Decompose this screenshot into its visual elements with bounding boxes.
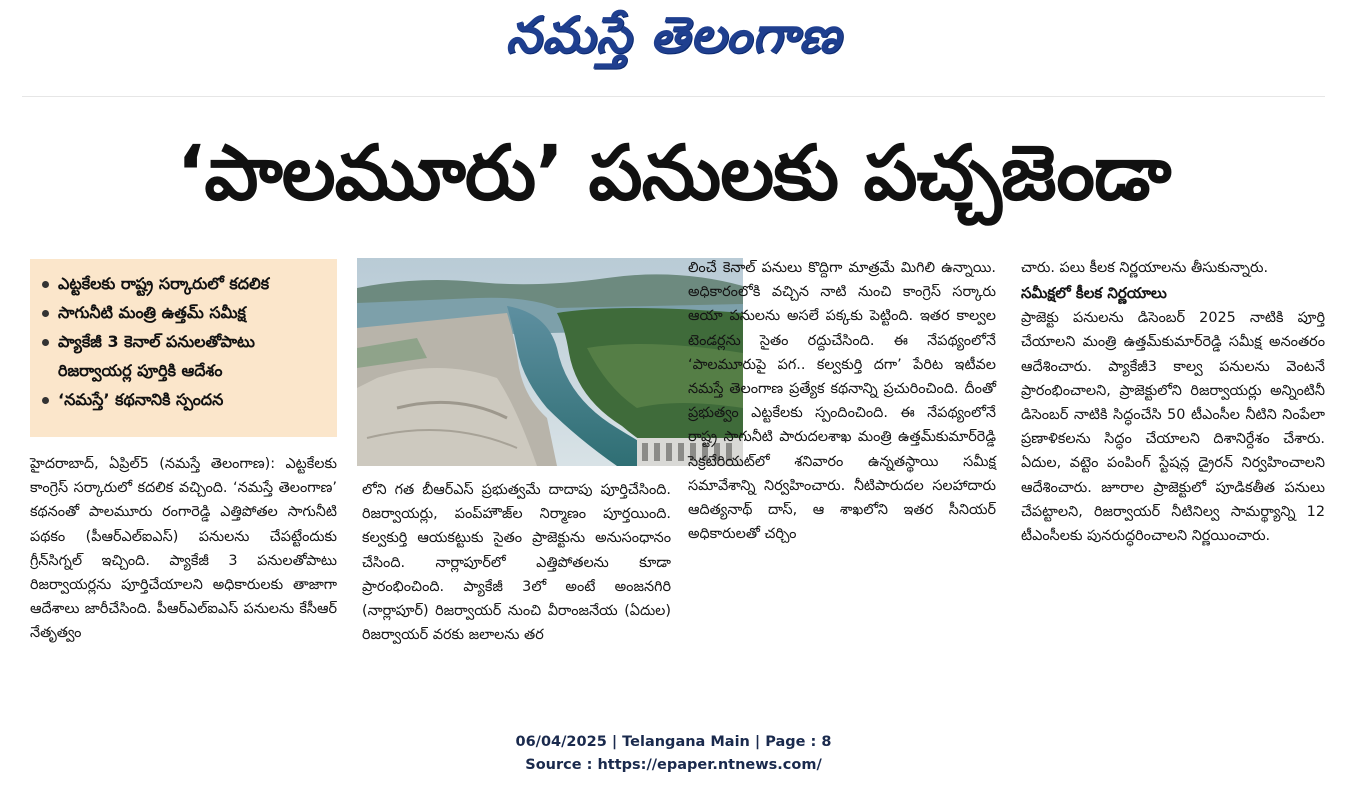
bullet-icon (42, 339, 49, 346)
highlight-item: ఎట్టకేలకు రాష్ట్ర సర్కారులో కదలిక (40, 269, 329, 298)
article-column-3 (688, 256, 996, 546)
article-paragraph: చారు. పలు కీలక నిర్ణయాలను తీసుకున్నారు. (1021, 260, 1269, 276)
headline: ‘పాలమూరు’ పనులకు పచ్చజెండా (176, 128, 1171, 217)
article-paragraph: లించే కెనాల్ పనులు కొద్దిగా మాత్రమే మిగిలి ఉన్నాయి. అధికారంలోకి వచ్చిన నాటి నుంచి కాంగ్రెస్ సర్కారు ఆయా పనులను అసలే పక్కకు పెట్టింది. ఇతర కాల్వల టెండర్లను సైతం రద్దుచేసింది. ఈ నేపథ్యంలోనే ‘పాలమూరుపై పగ.. కల్వకుర్తి దగా’ పేరిట ఇటీవల నమస్తే తెలంగాణ ప్రత్యేక కథనాన్ని ప్రచురించింది. దీంతో ప్రభుత్వం ఎట్టకేలకు స్పందించింది. ఈ నేపథ్యంలోనే రాష్ట్ర సాగునీటి పారుదలశాఖ మంత్రి ఉత్తమ్‌కుమార్‌రెడ్డి సెక్రటేరియట్‌లో శనివారం ఉన్నతస్థాయి సమీక్ష సమావేశాన్ని నిర్వహించారు. నీటిపారుదల సలహాదారు ఆదిత్యనాథ్ దాస్, ఆ శాఖలోని ఇతర సీనియర్ అధికారులతో చర్చిం (688, 260, 996, 543)
highlight-item: ప్యాకేజీ 3 కెనాల్ పనులతోపాటు రిజర్వాయర్ల పూర్తికి ఆదేశం (40, 327, 329, 385)
article-paragraph: ప్రాజెక్టు పనులను డిసెంబర్ 2025 నాటికి పూర్తి చేయాలని మంత్రి ఉత్తమ్‌కుమార్‌రెడ్డి సమీక్ష అనంతరం ఆదేశించారు. ప్యాకేజీ3 కాల్వ పనులను వెంటనే ప్రారంభించాలని, ప్రాజెక్టులోని రిజర్వాయర్లు అన్నింటినీ డిసెంబర్ నాటికి సిద్ధంచేసి 50 టీఎంసీల నీటిని నింపేలా ప్రణాళికలను సిద్ధం చేయాలని దిశానిర్దేశం చేశారు. ఏదుల, వట్టెం పంపింగ్ స్టేషన్ల డ్రైరన్ నిర్వహించాలని ఆదేశించారు. జూరాల ప్రాజెక్టులో పూడికతీత పనులు చేపట్టాలని, రిజర్వాయర్ నీటినిల్వ సామర్థ్యాన్ని 12 టీఎంసీలకు పునరుద్ధరించాలని నిర్ణయించారు. (1021, 310, 1325, 545)
masthead-logo (0, 6, 1347, 78)
masthead-title: నమస్తే తెలంగాణ (505, 6, 842, 64)
highlight-item: సాగునీటి మంత్రి ఉత్తమ్ సమీక్ష (40, 298, 329, 327)
reservoir-photo (357, 258, 743, 466)
article-paragraph: హైదరాబాద్, ఏప్రిల్5 (నమస్తే తెలంగాణ): ఎట్టకేలకు కాంగ్రెస్ సర్కారులో కదలిక వచ్చింది. ‘నమస్తే తెలంగాణ’ కథనంతో పాలమూరు రంగారెడ్డి ఎత్తిపోతల సాగునీటి పథకం (పీఆర్ఎల్ఐఎస్) పనులను చేపట్టేందుకు గ్రీన్‌సిగ్నల్ ఇచ్చింది. ప్యాకేజీ 3 పనులతోపాటు రిజర్వాయర్లను పూర్తిచేయాలని అధికారులకు తాజాగా ఆదేశాలు జారీచేసింది. పీఆర్ఎల్ఐఎస్ పనులను కేసీఆర్ నేతృత్వం (30, 456, 337, 642)
divider (22, 96, 1325, 97)
highlight-item: ‘నమస్తే’ కథనానికి స్పందన (40, 385, 329, 414)
article-column-4 (1021, 256, 1325, 548)
article-column-1 (30, 452, 337, 646)
footer-date-page: 06/04/2025 | Telangana Main | Page : 8 (515, 734, 832, 750)
bullet-icon (42, 310, 49, 317)
subheading: సమీక్షలో కీలక నిర్ణయాలు (1021, 284, 1167, 303)
bullet-icon (42, 397, 49, 404)
highlights-box (30, 259, 337, 437)
article-paragraph: లోని గత బీఆర్ఎస్ ప్రభుత్వమే దాదాపు పూర్తిచేసింది. రిజర్వాయర్లు, పంప్‌హౌజ్‌ల నిర్మాణం పూర్తయింది. కల్వకుర్తి ఆయకట్టుకు సైతం ప్రాజెక్టును అనుసంధానం చేసింది. నార్లాపూర్‌లో ఎత్తిపోతలను కూడా ప్రారంభించింది. ప్యాకేజీ 3లో అంటే అంజనగిరి (నార్లాపూర్) రిజర్వాయర్ నుంచి వీరాంజనేయ (ఏదుల) రిజర్వాయర్ వరకు జలాలను తర (362, 482, 671, 644)
article-column-2 (362, 478, 671, 647)
bullet-icon (42, 281, 49, 288)
footer-source: Source : https://epaper.ntnews.com/ (525, 757, 822, 773)
